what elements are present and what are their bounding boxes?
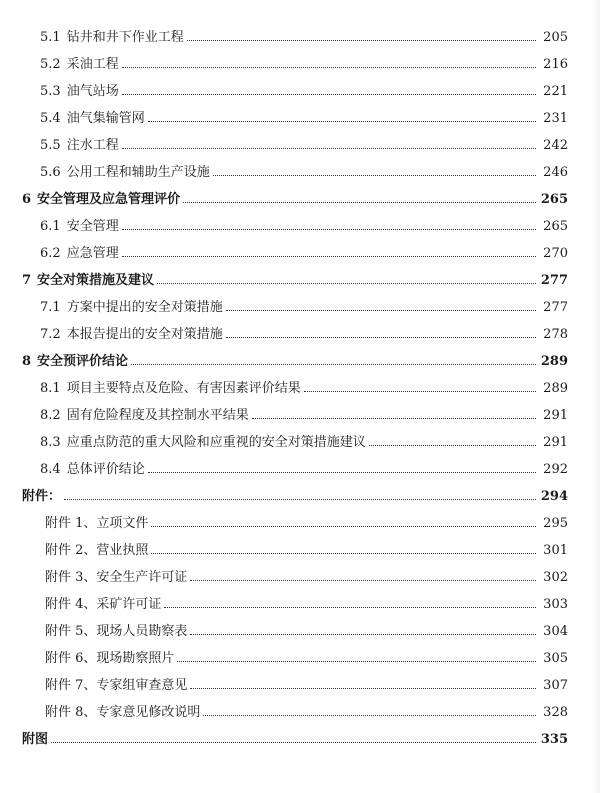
toc-dot-leader [369, 445, 536, 446]
toc-entry-number: 7.2 [40, 327, 61, 342]
toc-entry-title: 附件 1、立项文件 [45, 516, 149, 531]
toc-entry-title: 附件 8、专家意见修改说明 [45, 705, 201, 720]
toc-entry-page-number: 301 [543, 543, 568, 558]
toc-entry-page-number: 231 [543, 111, 568, 126]
toc-entry-page-number: 328 [543, 705, 568, 720]
toc-dot-leader [148, 472, 536, 473]
toc-entry-page-number: 335 [540, 732, 568, 747]
table-of-contents [0, 18, 600, 747]
toc-entry-title: 方案中提出的安全对策措施 [66, 300, 223, 315]
toc-entry-title: 安全预评价结论 [37, 354, 129, 369]
toc-entry[interactable] [0, 423, 600, 450]
toc-dot-leader [122, 229, 536, 230]
toc-entry[interactable] [0, 396, 600, 423]
toc-entry-title: 项目主要特点及危险、有害因素评价结果 [66, 381, 301, 396]
toc-entry-title: 应重点防范的重大风险和应重视的安全对策措施建议 [66, 435, 366, 450]
toc-entry-page-number: 304 [543, 624, 568, 639]
toc-dot-leader [226, 337, 536, 338]
toc-entry-page-number: 265 [543, 219, 568, 234]
toc-entry-title: 应急管理 [66, 246, 119, 261]
toc-dot-leader [177, 661, 536, 662]
toc-dot-leader [64, 499, 536, 500]
toc-entry-title: 本报告提出的安全对策措施 [66, 327, 223, 342]
toc-entry-number: 5.5 [40, 138, 61, 153]
toc-entry-page-number: 216 [543, 57, 568, 72]
toc-entry-page-number: 302 [543, 570, 568, 585]
toc-entry-title: 附件 6、现场勘察照片 [45, 651, 175, 666]
toc-entry-page-number: 289 [543, 381, 568, 396]
toc-entry-title: 附件 4、采矿许可证 [45, 597, 162, 612]
toc-entry-number: 5.3 [40, 84, 61, 99]
page-edge-shadow [592, 0, 600, 793]
toc-entry-number: 7 [22, 273, 32, 288]
toc-entry[interactable] [0, 558, 600, 585]
toc-entry-number: 8.2 [40, 408, 61, 423]
toc-dot-leader [151, 553, 536, 554]
toc-dot-leader [203, 715, 536, 716]
toc-entry-page-number: 291 [543, 435, 568, 450]
toc-entry-page-number: 242 [543, 138, 568, 153]
toc-entry[interactable] [0, 666, 600, 693]
toc-dot-leader [187, 40, 536, 41]
toc-dot-leader [122, 67, 536, 68]
toc-entry-number: 8.4 [40, 462, 61, 477]
toc-dot-leader [122, 256, 536, 257]
toc-entry-title: 油气集输管网 [66, 111, 145, 126]
toc-entry-number: 5.6 [40, 165, 61, 180]
toc-entry-title: 附件 2、营业执照 [45, 543, 149, 558]
toc-entry-number: 8 [22, 354, 32, 369]
toc-entry-number: 5.1 [40, 30, 61, 45]
toc-entry-page-number: 221 [543, 84, 568, 99]
toc-entry[interactable] [0, 720, 600, 747]
toc-dot-leader [151, 526, 536, 527]
toc-entry-page-number: 307 [543, 678, 568, 693]
toc-entry-title: 附件 3、安全生产许可证 [45, 570, 188, 585]
toc-entry-page-number: 303 [543, 597, 568, 612]
toc-entry[interactable] [0, 18, 600, 45]
toc-entry[interactable] [0, 261, 600, 288]
toc-entry-number: 6.2 [40, 246, 61, 261]
toc-entry[interactable] [0, 612, 600, 639]
toc-entry-page-number: 246 [543, 165, 568, 180]
toc-entry-page-number: 265 [540, 192, 568, 207]
toc-entry[interactable] [0, 585, 600, 612]
toc-entry[interactable] [0, 504, 600, 531]
toc-entry-title: 公用工程和辅助生产设施 [66, 165, 210, 180]
toc-entry[interactable] [0, 126, 600, 153]
toc-entry-title: 安全管理 [66, 219, 119, 234]
toc-entry-number: 5.4 [40, 111, 61, 126]
toc-entry-title: 总体评价结论 [66, 462, 145, 477]
toc-dot-leader [213, 175, 536, 176]
toc-entry-page-number: 305 [543, 651, 568, 666]
toc-entry[interactable] [0, 477, 600, 504]
toc-entry[interactable] [0, 693, 600, 720]
toc-dot-leader [252, 418, 536, 419]
toc-entry-page-number: 205 [543, 30, 568, 45]
toc-entry[interactable] [0, 639, 600, 666]
toc-entry-title: 安全管理及应急管理评价 [37, 192, 181, 207]
toc-entry-page-number: 270 [543, 246, 568, 261]
toc-entry[interactable] [0, 153, 600, 180]
toc-entry-number: 8.3 [40, 435, 61, 450]
toc-entry-title: 采油工程 [66, 57, 119, 72]
toc-entry-title: 固有危险程度及其控制水平结果 [66, 408, 249, 423]
toc-dot-leader [190, 688, 536, 689]
toc-entry-title: 钻井和井下作业工程 [66, 30, 184, 45]
toc-dot-leader [131, 364, 536, 365]
toc-dot-leader [190, 634, 536, 635]
toc-entry[interactable] [0, 369, 600, 396]
toc-entry[interactable] [0, 531, 600, 558]
toc-dot-leader [122, 94, 536, 95]
toc-entry-number: 7.1 [40, 300, 61, 315]
toc-entry[interactable] [0, 72, 600, 99]
toc-dot-leader [190, 580, 536, 581]
toc-entry-title: 油气站场 [66, 84, 119, 99]
toc-entry-page-number: 277 [540, 273, 568, 288]
toc-entry-number: 6.1 [40, 219, 61, 234]
toc-entry-number: 5.2 [40, 57, 61, 72]
toc-entry[interactable] [0, 288, 600, 315]
toc-entry-page-number: 289 [540, 354, 568, 369]
toc-entry-page-number: 278 [543, 327, 568, 342]
toc-entry[interactable] [0, 315, 600, 342]
toc-dot-leader [164, 607, 536, 608]
toc-entry-title: 附件 7、专家组审查意见 [45, 678, 188, 693]
toc-entry[interactable] [0, 450, 600, 477]
toc-entry-page-number: 292 [543, 462, 568, 477]
toc-dot-leader [304, 391, 536, 392]
toc-entry-title: 安全对策措施及建议 [37, 273, 155, 288]
toc-entry-page-number: 295 [543, 516, 568, 531]
toc-entry[interactable] [0, 45, 600, 72]
toc-entry-page-number: 291 [543, 408, 568, 423]
toc-dot-leader [157, 283, 536, 284]
toc-entry-page-number: 294 [540, 489, 568, 504]
toc-entry[interactable] [0, 207, 600, 234]
toc-entry-number: 8.1 [40, 381, 61, 396]
toc-entry[interactable] [0, 99, 600, 126]
toc-entry[interactable] [0, 180, 600, 207]
toc-dot-leader [148, 121, 536, 122]
toc-dot-leader [226, 310, 536, 311]
toc-entry-title: 附件： [22, 489, 62, 504]
toc-entry-page-number: 277 [543, 300, 568, 315]
toc-entry[interactable] [0, 342, 600, 369]
toc-dot-leader [51, 742, 536, 743]
toc-dot-leader [183, 202, 536, 203]
toc-entry-title: 附图 [22, 732, 49, 747]
toc-entry-title: 附件 5、现场人员勘察表 [45, 624, 188, 639]
toc-entry[interactable] [0, 234, 600, 261]
toc-entry-title: 注水工程 [66, 138, 119, 153]
toc-entry-number: 6 [22, 192, 32, 207]
toc-dot-leader [122, 148, 536, 149]
